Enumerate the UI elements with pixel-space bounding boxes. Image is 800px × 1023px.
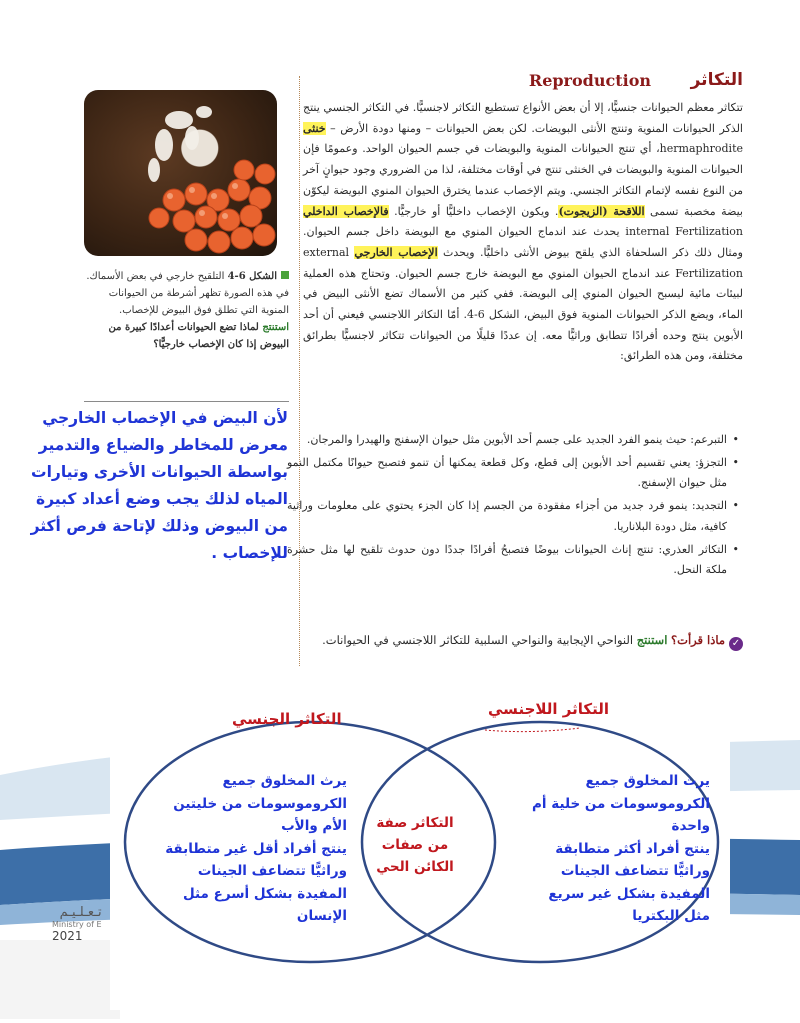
reading-check-label: ماذا قرأت؟ — [671, 633, 725, 647]
trait-line: المفيدة بشكل غير سريع — [548, 885, 710, 902]
section-heading — [303, 70, 743, 96]
logo-line: Ministry of E — [52, 920, 102, 929]
logo-line: تـعـلـيـم — [59, 905, 102, 920]
term-hermaphrodite: خنثى — [303, 121, 326, 135]
caption-deduce-label: استنتج — [262, 322, 289, 333]
text-run: . ويكون الإخصاب داخليًّا أو خارجيًّا. — [388, 204, 559, 218]
text-run: internal Fertilization يحدث عند اندماج الحيوان المنوي مع البويضة داخل جسم الحيوان. ومثال ذلك ذكر السلحفاة الذي يلقح بيوض الأنثى داخليًّا. ويحدث — [303, 225, 743, 259]
handwritten-answer: لأن البيض في الإخصاب الخارجي معرض للمخاطر والضياع والتدمير بواسطة الحيوانات الأخرى وتيارات المياه لذلك يجب وضع أعداد كبيرة من البيوض وذلك لإتاحة فرص أكثر للإخصاب . — [30, 409, 288, 562]
term-external-fertilization: الإخصاب الخارجي — [354, 245, 438, 259]
sexual-traits — [132, 770, 347, 928]
shared-line: التكاثر صفة — [376, 815, 454, 831]
figure-caption — [84, 268, 289, 353]
asexual-methods-list — [287, 430, 743, 583]
trait-line: يرث المخلوق جميع — [222, 773, 347, 789]
venn-title-sexual: التكاثر الجنسي — [232, 710, 342, 728]
venn-title-asexual: التكاثر اللاجنسي — [488, 700, 609, 718]
trait-line: وراثيًّا تتضاعف الجينات — [197, 863, 347, 879]
checkmark-icon: ✓ — [729, 637, 743, 651]
trait-line: الكروموسومات من خلية أم — [532, 795, 710, 812]
caption-question: لماذا تضع الحيوانات أعدادًا كبيرة من البيوض إذا كان الإخصاب خارجيًّا؟ — [108, 322, 289, 350]
caption-divider — [84, 401, 289, 402]
caption-text: التلقيح خارجي في بعض الأسماك. في هذه الصورة تظهر أشرطة من الحيوانات المنوية التي تطلق فوق البيوض للإخصاب. — [86, 271, 289, 316]
text-run: تتكاثر معظم الحيوانات جنسيًّا، إلا أن بعض الأنواع تستطيع التكاثر لاجنسيًّا. في التكاثر الجنسي ينتج الذكر الحيوانات المنوية وتنتج الأنثى البويضات. لكن بعض الحيوانات – ومنها دودة الأرض – — [303, 101, 743, 135]
text-run: external Fertilization عند اندماج الحيوان المنوي مع البويضة خارج جسم الحيوان. وتحتاج هذه العملية لبيئات مائية ليسبح الحيوان المنوي إلى البويضة. ففي كثير من الأسماك تضع الأنثى البيض في الماء، ويضع الذكر الحيوانات المنوية فوق البيض، الشكل 6-4. أمّا التكاثر اللاجنسي فيعني أن أحد الأبوين ينتج وحده أفرادًا تتطابق وراثيًّا معه. إن عددًا قليلًا من الحيوانات تتكاثر لاجنسيًّا بطرائق مختلفة، ومن هذه الطرائق: — [303, 245, 743, 363]
caption-marker-icon — [281, 271, 289, 279]
term-zygote: اللاقحة (الزيجوت) — [558, 204, 645, 218]
list-item: • التكاثر العذري: تنتج إناث الحيوانات بيوضًا فتصبحُ أفرادًا جددًا دون حدوث تلقيح لها مثل حشرة ملكة النحل. — [287, 540, 727, 581]
trait-line: ينتج أفراد أقل غير متطابقة — [165, 840, 347, 857]
reading-check-verb: استنتج — [636, 633, 668, 647]
shared-traits — [355, 812, 475, 878]
logo-year: 2021 — [52, 929, 83, 943]
term-internal-fertilization: فالإخصاب الداخلي — [303, 204, 389, 218]
venn-diagram — [110, 690, 730, 1010]
article-paragraph — [303, 98, 743, 367]
trait-line: يرث المخلوق جميع — [585, 773, 710, 789]
list-item: • التجديد: ينمو فرد جديد من أجزاء مفقودة من الجسم إذا كان الجزء يحتوي على معلومات وراثية كافية، مثل دودة البلاناريا. — [287, 496, 727, 537]
trait-line: واحدة — [671, 818, 710, 834]
asexual-traits — [495, 770, 710, 928]
fish-eggs-image — [84, 90, 277, 256]
shared-line: من صفات — [381, 837, 449, 853]
trait-line: المفيدة بشكل أسرع مثل — [183, 885, 347, 902]
article — [287, 70, 743, 670]
heading-english: Reproduction — [528, 71, 651, 90]
figure-number: الشكل 6-4 — [227, 271, 277, 282]
heading-arabic: التكاثر — [690, 70, 743, 90]
ministry-logo — [52, 905, 102, 943]
fish-spawning-photo — [84, 90, 277, 256]
shared-line: الكائن الحي — [376, 859, 454, 875]
reading-check-text: النواحي الإيجابية والنواحي السلبية للتكاثر اللاجنسي في الحيوانات. — [322, 633, 637, 647]
underline-squiggle — [485, 728, 580, 732]
trait-line: ينتج أفراد أكثر متطابقة — [555, 840, 710, 857]
list-item: • التبرعم: حيث ينمو الفرد الجديد على جسم أحد الأبوين مثل حيوان الإسفنج والهيدرا والمرجان. — [287, 430, 727, 451]
trait-line: مثل البكتريا — [632, 908, 710, 924]
trait-line: الإنسان — [296, 908, 347, 924]
trait-line: وراثيًّا تتضاعف الجينات — [560, 863, 710, 879]
trait-line: الكروموسومات من خليتين — [173, 795, 347, 812]
reading-check — [303, 630, 743, 651]
text-run: hermaphrodite، أي تنتج الحيوانات المنوية والبويضات في جسم الحيوان الواحد. وعمومًا فإن الحيوانات المنوية والبويضات في الخنثى تنتج في أوقات مختلفة، لذا من الضروري وجود حيوانٍ آخر من النوع نفسه لإتمام التكاثر الجنسي. ويتم الإخصاب عندما يخترق الحيوان المنوي البويضة ليكوّن بيضة مخصبة تسمى — [303, 142, 743, 218]
list-item: • التجزؤ: يعني تقسيم أحد الأبوين إلى قطع، وكل قطعة يمكنها أن تنمو فتصبح حيوانًا مكتمل النمو مثل حيوان الإسفنج. — [287, 453, 727, 494]
trait-line: الأم والأب — [281, 818, 347, 834]
